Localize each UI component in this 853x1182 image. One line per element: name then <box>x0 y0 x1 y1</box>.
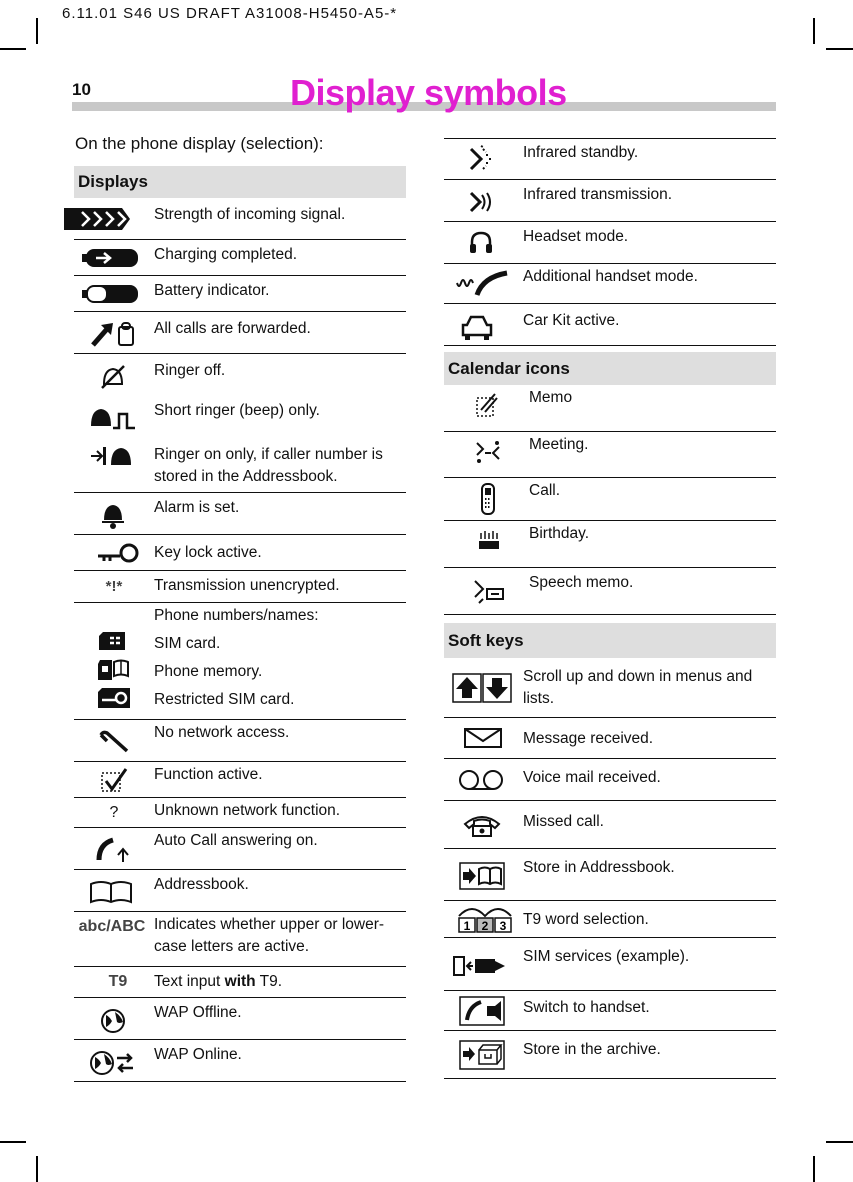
list-item <box>444 138 776 180</box>
print-header: 6.11.01 S46 US DRAFT A31008-H5450-A5-* <box>62 5 398 22</box>
birthday-icon <box>474 527 504 555</box>
handset-icon <box>452 268 516 300</box>
list-item <box>444 180 776 222</box>
row-text: Function active. <box>154 766 263 783</box>
no-network-icon <box>96 728 130 756</box>
infrared-standby-icon <box>466 144 496 174</box>
section-header-calendar: Calendar icons <box>444 352 776 385</box>
list-item <box>74 798 406 828</box>
globe-online-icon <box>88 1048 136 1078</box>
list-item <box>74 967 406 998</box>
row-text: Unknown network function. <box>154 802 341 819</box>
row-text: Short ringer (beep) only. <box>154 402 320 419</box>
row-text: Missed call. <box>523 813 604 830</box>
headset-icon <box>466 228 496 258</box>
row-text: Store in Addressbook. <box>523 859 675 876</box>
question-glyph: ? <box>109 804 119 821</box>
battery-icon <box>82 282 140 306</box>
list-item <box>444 759 776 801</box>
list-item <box>444 1031 776 1079</box>
forward-icon <box>88 318 138 350</box>
row-text: Voice mail received. <box>523 769 661 786</box>
sim-icon <box>96 629 128 653</box>
list-item <box>74 828 406 870</box>
row-text: Restricted SIM card. <box>154 691 295 708</box>
t9-icon <box>456 903 516 935</box>
row-text: Indicates whether upper or lower-case letters are active. <box>154 916 385 955</box>
row-text: Ringer on only, if caller number is stored in the Addressbook. <box>154 446 383 485</box>
row-text: Strength of incoming signal. <box>154 206 346 223</box>
row-text: No network access. <box>154 724 290 741</box>
row-text: Key lock active. <box>154 544 262 561</box>
sim-services-icon <box>452 952 508 980</box>
row-text: T9 word selection. <box>523 911 649 928</box>
list-item <box>74 276 406 312</box>
list-item <box>444 718 776 759</box>
beep-icon <box>88 404 138 432</box>
row-text: Message received. <box>523 730 654 747</box>
call-icon <box>478 480 498 518</box>
list-item <box>74 998 406 1040</box>
key-icon <box>96 540 140 566</box>
case-glyph: abc/ABC <box>78 918 146 935</box>
store-book-icon <box>458 861 506 891</box>
car-icon <box>460 312 494 342</box>
speech-memo-icon <box>470 576 508 608</box>
row-text: Text input with T9. <box>154 973 283 990</box>
charging-icon <box>82 246 140 270</box>
list-item <box>444 901 776 938</box>
list-item <box>444 385 776 432</box>
list-item <box>444 849 776 901</box>
row-text: Infrared standby. <box>523 144 639 161</box>
row-text: Meeting. <box>529 436 589 453</box>
list-item <box>74 312 406 354</box>
crop-mark <box>0 1141 26 1143</box>
alarm-icon <box>98 501 128 531</box>
list-item <box>74 720 406 762</box>
crop-mark <box>826 48 853 50</box>
auto-answer-icon <box>94 836 134 864</box>
voicemail-icon <box>456 767 506 793</box>
row-text: SIM card. <box>154 635 221 652</box>
list-item <box>444 801 776 849</box>
list-item <box>444 222 776 264</box>
list-item <box>74 571 406 603</box>
memo-icon <box>472 391 500 421</box>
row-text: WAP Online. <box>154 1046 242 1063</box>
list-item <box>74 1040 406 1082</box>
list-item <box>444 991 776 1031</box>
row-text: Auto Call answering on. <box>154 832 318 849</box>
list-item <box>74 912 406 967</box>
section-header-softkeys: Soft keys <box>444 623 776 658</box>
crop-mark <box>826 1141 853 1143</box>
crop-mark <box>36 1156 38 1182</box>
t9-glyph: T9 <box>108 973 128 990</box>
book-icon <box>88 878 134 906</box>
row-text: Birthday. <box>529 525 590 542</box>
row-text: Infrared transmission. <box>523 186 673 203</box>
page-number: 10 <box>72 80 91 99</box>
archive-icon <box>458 1039 506 1071</box>
missed-call-icon <box>460 811 504 839</box>
row-text: Transmission unencrypted. <box>154 577 340 594</box>
row-text: Charging completed. <box>154 246 298 263</box>
signal-icon <box>62 202 132 236</box>
row-text: Battery indicator. <box>154 282 270 299</box>
phonebook-group <box>74 603 406 720</box>
scroll-icon <box>450 672 514 704</box>
list-item <box>444 658 776 718</box>
row-text: SIM services (example). <box>523 948 690 965</box>
svg-text:3: 3 <box>499 919 507 933</box>
list-item <box>74 762 406 798</box>
row-text: Call. <box>529 482 561 499</box>
row-text: Ringer off. <box>154 362 226 379</box>
crop-mark <box>813 1156 815 1182</box>
svg-text:1: 1 <box>463 919 471 933</box>
list-item <box>444 478 776 521</box>
right-column <box>444 138 776 1080</box>
phone-memory-icon <box>94 657 134 683</box>
row-text: Car Kit active. <box>523 312 620 329</box>
row-text: Alarm is set. <box>154 499 240 516</box>
unencrypted-glyph: *!* <box>105 577 123 595</box>
row-text: Scroll up and down in menus and lists. <box>523 668 753 707</box>
intro-text: On the phone display (selection): <box>75 134 324 153</box>
crop-mark <box>36 18 38 44</box>
row-text: Memo <box>529 389 573 406</box>
list-item <box>74 198 406 240</box>
page-title: Display symbols <box>290 72 567 113</box>
list-item <box>444 521 776 568</box>
list-item <box>444 432 776 478</box>
row-text: Phone numbers/names: <box>154 607 319 624</box>
checkmark-icon <box>98 766 130 794</box>
ringer-off-icon <box>96 364 130 390</box>
list-item <box>444 304 776 346</box>
row-text: Addressbook. <box>154 876 249 893</box>
row-text: Phone memory. <box>154 663 263 680</box>
list-item <box>444 938 776 991</box>
list-item <box>74 240 406 276</box>
meeting-icon <box>472 438 504 468</box>
row-text: Switch to handset. <box>523 999 650 1016</box>
list-item <box>74 493 406 535</box>
left-column <box>74 166 406 1082</box>
crop-mark <box>0 48 26 50</box>
row-text: WAP Offline. <box>154 1004 242 1021</box>
list-item <box>74 535 406 571</box>
ringer-addressbook-icon <box>88 442 138 470</box>
envelope-icon <box>462 724 504 752</box>
globe-icon <box>98 1006 128 1036</box>
row-text: Headset mode. <box>523 228 629 245</box>
switch-handset-icon <box>458 995 506 1027</box>
row-text: Speech memo. <box>529 574 634 591</box>
list-item <box>74 870 406 912</box>
row-text: Additional handset mode. <box>523 268 698 285</box>
crop-mark <box>813 18 815 44</box>
svg-text:2: 2 <box>481 919 489 933</box>
list-item <box>444 264 776 304</box>
ringer-group <box>74 354 406 493</box>
restricted-sim-icon <box>94 685 134 711</box>
section-header-displays: Displays <box>74 166 406 198</box>
infrared-transmit-icon <box>466 188 496 216</box>
row-text: All calls are forwarded. <box>154 320 311 337</box>
row-text: Store in the archive. <box>523 1041 661 1058</box>
list-item <box>444 568 776 615</box>
